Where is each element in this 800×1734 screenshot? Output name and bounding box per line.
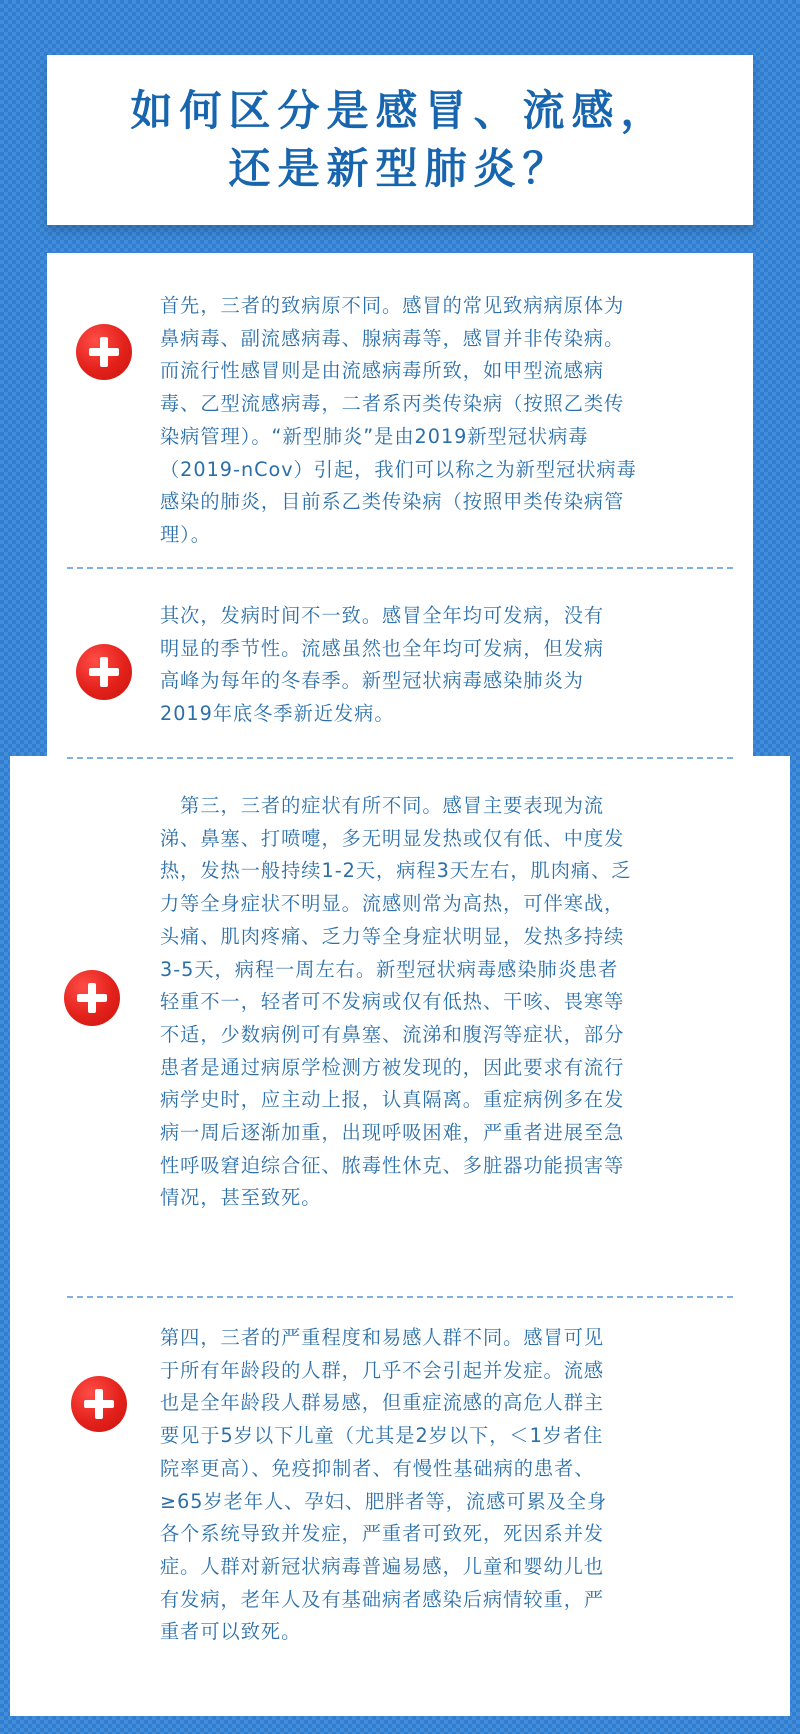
text-line: 理）。: [160, 522, 211, 546]
text-line: 也是全年龄段人群易感，但重症流感的高危人群主: [160, 1391, 605, 1415]
text-line: 性呼吸窘迫综合征、脓毒性休克、多脏器功能损害等: [160, 1153, 625, 1177]
text-line: 患者是通过病原学检测方被发现的，因此要求有流行: [160, 1055, 625, 1079]
text-line: 2019年底冬季新近发病。: [160, 702, 395, 726]
text-line: 热，发热一般持续1-2天，病程3天左右，肌肉痛、乏: [160, 859, 632, 883]
page-title-line-1: 如何区分是感冒、流感，: [130, 86, 670, 135]
text-line: 要见于5岁以下儿童（尤其是2岁以下，＜1岁者住: [160, 1424, 604, 1448]
section-divider: [67, 567, 733, 569]
text-line: 病学史时，应主动上报，认真隔离。重症病例多在发: [160, 1088, 625, 1112]
section-divider: [67, 757, 733, 759]
text-line: 头痛、肌肉疼痛、乏力等全身症状明显，发热多持续: [160, 924, 625, 948]
section-divider: [67, 1296, 733, 1298]
text-line: 情况，甚至致死。: [160, 1186, 322, 1210]
text-line: 染病管理）。“新型肺炎”是由2019新型冠状病毒: [160, 424, 589, 448]
text-line: 病一周后逐渐加重，出现呼吸困难，严重者进展至急: [160, 1121, 625, 1145]
text-line: 症。人群对新冠状病毒普遍易感，儿童和婴幼儿也: [160, 1554, 605, 1578]
text-line: 力等全身症状不明显。流感则常为高热，可伴寒战，: [160, 892, 625, 916]
text-line: 轻重不一，轻者可不发病或仅有低热、干咳、畏寒等: [160, 990, 625, 1014]
text-line: ≥65岁老年人、孕妇、肥胖者等，流感可累及全身: [160, 1489, 608, 1513]
text-line: 高峰为每年的冬春季。新型冠状病毒感染肺炎为: [160, 669, 584, 693]
text-line: 明显的季节性。流感虽然也全年均可发病，但发病: [160, 636, 605, 660]
plus-circle-icon: [71, 1376, 127, 1432]
text-line: 首先，三者的致病原不同。感冒的常见致病病原体为: [160, 294, 625, 317]
text-line: 有发病，老年人及有基础病者感染后病情较重，严: [160, 1587, 605, 1611]
title-banner: [47, 55, 753, 225]
text-line: 各个系统导致并发症，严重者可致死，死因系并发: [160, 1522, 605, 1546]
text-line: 鼻病毒、副流感病毒、腺病毒等，感冒并非传染病。: [160, 326, 625, 350]
text-line: 于所有年龄段的人群，几乎不会引起并发症。流感: [160, 1358, 605, 1382]
section-4-text: [160, 1322, 607, 1649]
text-line: 重者可以致死。: [160, 1620, 302, 1644]
page-title-line-2: 还是新型肺炎？: [228, 144, 572, 193]
text-line: 而流行性感冒则是由流感病毒所致，如甲型流感病: [160, 359, 605, 383]
plus-circle-icon: [64, 970, 120, 1026]
text-line: （2019-nCov）引起，我们可以称之为新型冠状病毒: [160, 457, 637, 481]
section-2-text: [160, 600, 604, 731]
text-line: 第三，三者的症状有所不同。感冒主要表现为流: [160, 794, 605, 817]
plus-circle-icon: [76, 324, 132, 380]
plus-circle-icon: [76, 644, 132, 700]
text-line: 3-5天，病程一周左右。新型冠状病毒感染肺炎患者: [160, 957, 619, 981]
text-line: 其次，发病时间不一致。感冒全年均可发病，没有: [160, 604, 605, 627]
text-line: 第四，三者的严重程度和易感人群不同。感冒可见: [160, 1326, 605, 1349]
section-3-text: [160, 790, 631, 1215]
text-line: 不适，少数病例可有鼻塞、流涕和腹泻等症状，部分: [160, 1022, 625, 1046]
text-line: 涕、鼻塞、打喷嚏，多无明显发热或仅有低、中度发: [160, 826, 625, 850]
text-line: 院率更高）、免疫抑制者、有慢性基础病的患者、: [160, 1456, 595, 1480]
section-1-text: [160, 290, 637, 552]
text-line: 感染的肺炎，目前系乙类传染病（按照甲类传染病管: [160, 490, 625, 514]
text-line: 毒、乙型流感病毒，二者系丙类传染病（按照乙类传: [160, 392, 625, 416]
